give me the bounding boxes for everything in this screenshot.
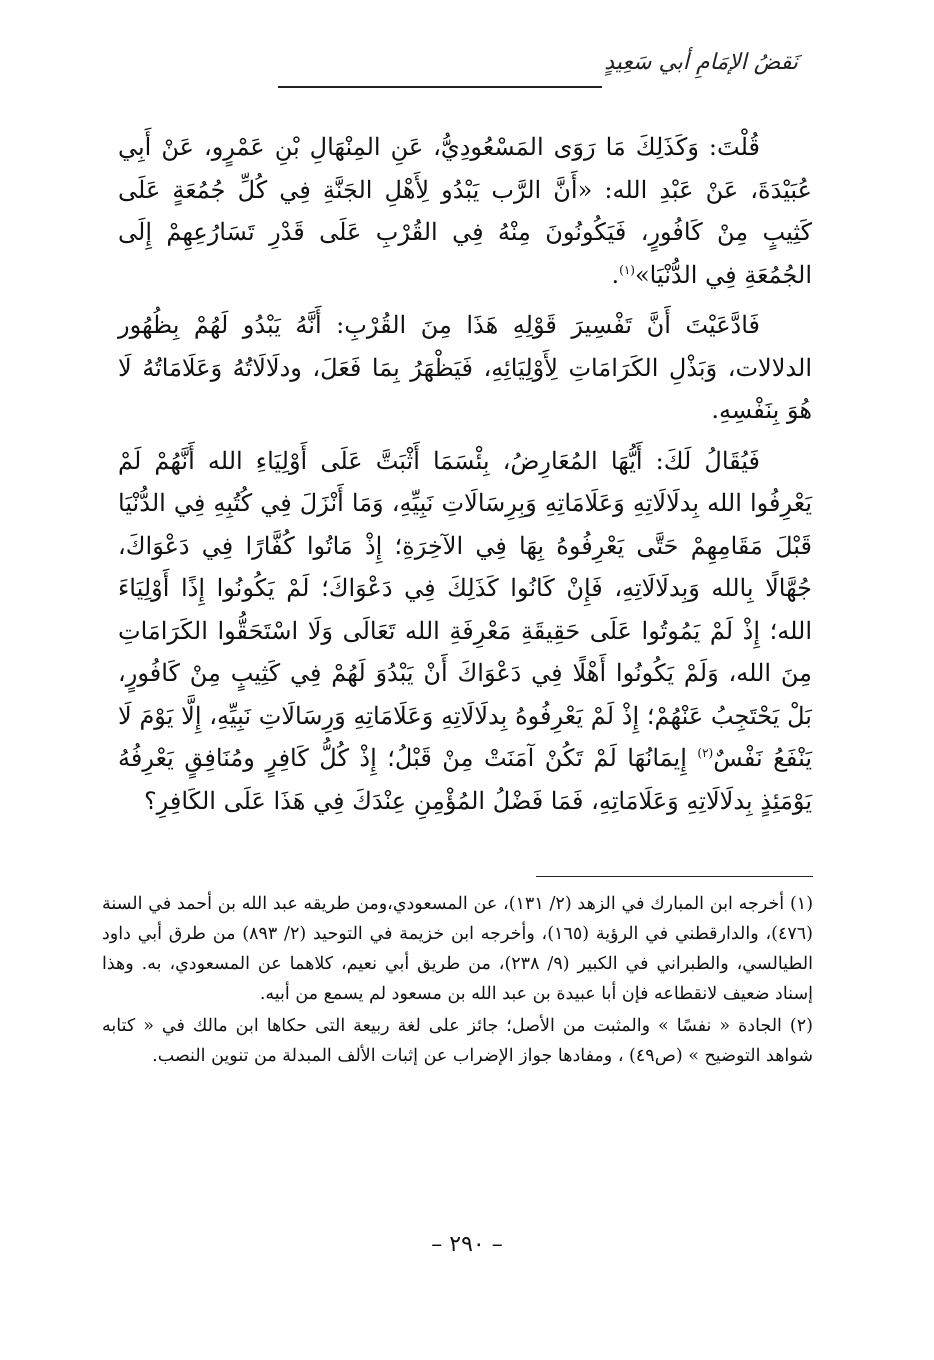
footnote-divider (536, 876, 813, 877)
paragraph-1-end: . (611, 260, 620, 289)
paragraph-3-text: فَيُقَالُ لَكَ: أَيُّهَا المُعَارِضُ، بِئْسَمَا أَثْبَتَّ عَلَى أَوْلِيَاءِ الله أَنَّهُمْ لَمْ يَعْرِفُوا الله بِدلَالَاتِهِ وَعَلَامَاتِهِ وَبِرِسَالَاتِ نَبِيِّهِ، وَمَا أَنْزَلَ فِي كُتُبِهِ فِي الدُّنْيَا قَبْلَ مَقَامِهِمْ حَتَّى يَعْرِفُوهُ بِهَا فِي الآخِرَةِ؛ إِذْ مَاتُوا كُفَّارًا فِي دَعْوَاكَ، جُهَّالًا بِالله وَبِدلَالَاتِهِ، فَإِنْ كَانُوا كَذَلِكَ فِي دَعْوَاكَ؛ لَمْ يَكُونُوا إِذًا أَوْلِيَاءَ الله؛ إِذْ لَمْ يَمُوتُوا عَلَى حَقِيقَةِ مَعْرِفَةِ الله تَعَالَى وَلَا اسْتَحَقُّوا الكَرَامَاتِ مِنَ الله، وَلَمْ يَكُونُوا أَهْلًا فِي دَعْوَاكَ أَنْ يَبْدُوَ لَهُمْ فِي كَثِيبٍ مِنْ كَافُورٍ، بَلْ يَحْتَجِبُ عَنْهُمْ؛ إِذْ لَمْ يَعْرِفُوهُ بِدلَالَاتِهِ وَعَلَامَاتِهِ وَرِسَالَاتِ نَبِيِّهِ، إِلَّا يَوْمَ لَا يَنْفَعُ نَفْسٌ (118, 446, 812, 772)
footnote-2: (٢) الجادة « نفسًا » والمثبت من الأصل؛ جائز على لغة ربيعة التى حكاها ابن مالك في « كتابه شواهد التوضيح » (ص٤٩) ، ومفادها جواز الإضراب عن إثبات الألف المبدلة من تنوين النصب. (102, 1016, 813, 1066)
paragraph-1 (118, 126, 812, 296)
paragraph-1-text: قُلْتَ: وَكَذَلِكَ مَا رَوَى المَسْعُودِيُّ، عَنِ المِنْهَالِ بْنِ عَمْرٍو، عَنْ أَبِي عُبَيْدَةَ، عَنْ عَبْدِ الله: «أَنَّ الرَّب يَبْدُو لِأَهْلِ الجَنَّةِ فِي كُلِّ جُمُعَةٍ عَلَى كَثِيبٍ مِنْ كَافُورٍ، فَيَكُونُونَ مِنْهُ فِي القُرْبِ عَلَى قَدْرِ تَسَارُعِهِمْ إِلَى الجُمُعَةِ فِي الدُّنْيَا» (118, 133, 812, 289)
footnote-ref-2: (٢) (697, 746, 714, 760)
running-header (278, 50, 798, 90)
footnotes (102, 889, 813, 1071)
paragraph-2: فَادَّعَيْتَ أَنَّ تَفْسِيرَ قَوْلِهِ هَذَا مِنَ القُرْبِ: أَنَّهُ يَبْدُو لَهُمْ بِظُهُور الدلالات، وَبَذْلِ الكَرَامَاتِ لِأَوْلِيَائِهِ، فَيَظْهَرُ بِمَا فَعَلَ، ودلَالَاتُهُ وَعَلَامَاتُهُ لَا هُوَ بِنَفْسِهِ. (118, 311, 812, 424)
footnote-1: (١) أخرجه ابن المبارك في الزهد (٢/ ١٣١)، عن المسعودي،ومن طريقه عبد الله بن أحمد في السنة (٤٧٦)، والدارقطني في الرؤية (١٦٥)، وأخرجه ابن خزيمة في التوحيد (٢/ ٨٩٣) من طرق أبي داود الطيالسي، والطبراني في الكبير (٩/ ٢٣٨)، من طريق أبي نعيم، كلاهما عن المسعودي، به. وهذا إسناد ضعيف لانقطاعه فإن أبا عبيدة بن عبد الله بن مسعود لم يسمع من أبيه. (102, 894, 814, 1004)
footnote-ref-1: (١) (619, 262, 635, 277)
main-text (118, 126, 812, 822)
page-number: – ٢٩٠ – (431, 1232, 503, 1257)
running-header-title: نَقضُ الإمَامِ أبي سَعِيدٍ (604, 50, 798, 75)
header-rule (278, 86, 602, 88)
paragraph-3-end: إِيمَانُهَا لَمْ تَكُنْ آمَنَتْ مِنْ قَبْلُ؛ إِذْ كُلُّ كَافِرٍ ومُنَافِقٍ يَعْرِفُهُ يَوْمَئِذٍ بِدلَالَاتِهِ وَعَلَامَاتِهِ، فَمَا فَضْلُ المُؤْمِنِ عِنْدَكَ فِي هَذَا عَلَى الكَافِرِ؟ (118, 744, 812, 815)
paragraph-3 (118, 440, 812, 823)
